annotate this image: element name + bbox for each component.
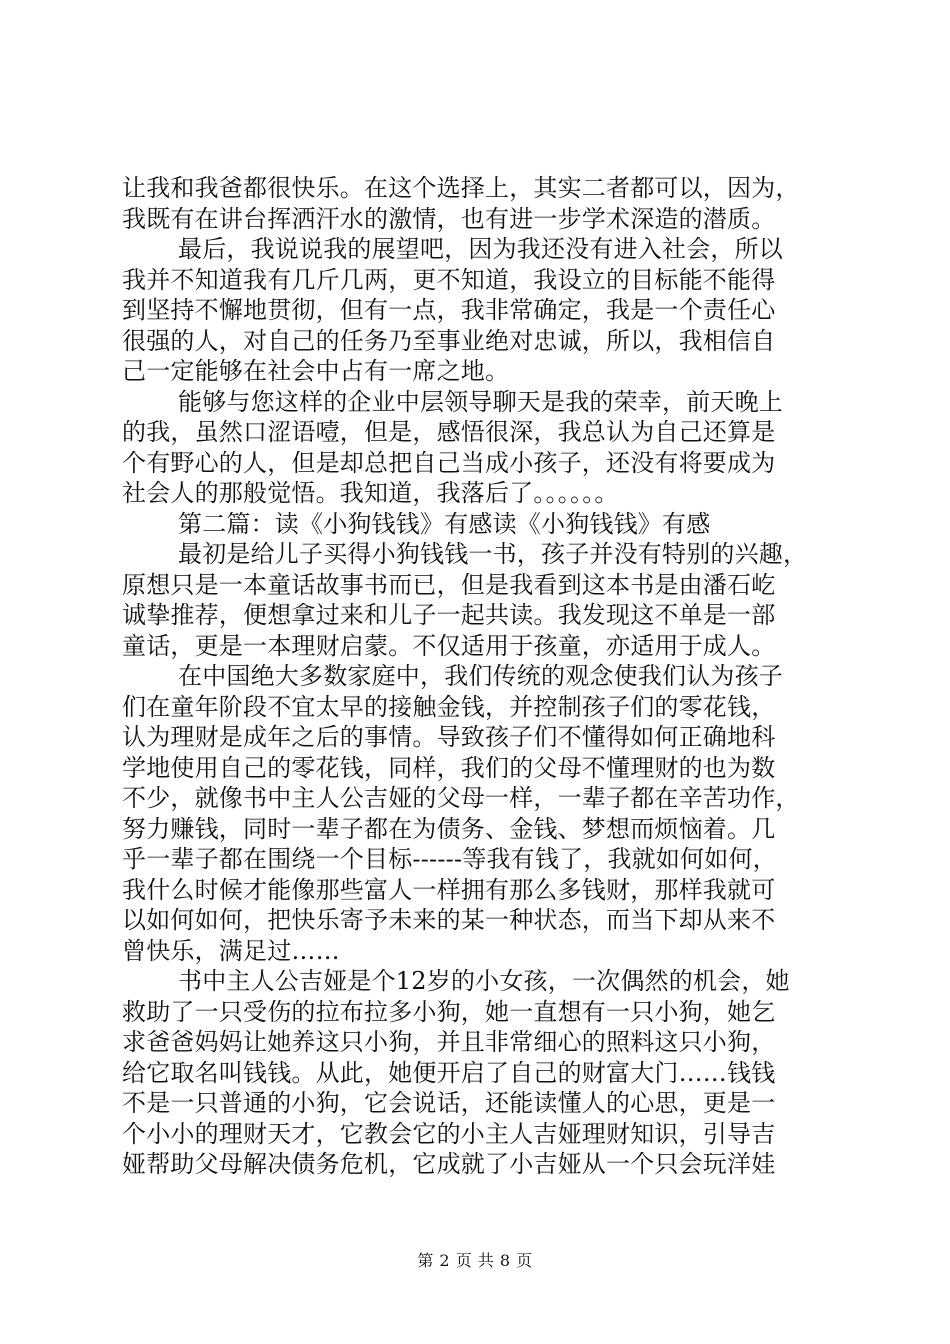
text-line: 我并不知道我有几斤几两，更不知道，我设立的目标能不能得 [122,265,776,294]
page-footer: 第 2 页 共 8 页 [417,1251,533,1270]
text-line: 原想只是一本童话故事书而已，但是我看到这本书是由潘石屹 [122,570,776,599]
text-line: 我什么时候才能像那些富人一样拥有那么多钱财，那样我就可 [122,875,776,904]
text-line: 最初是给儿子买得小狗钱钱一书，孩子并没有特别的兴趣， [178,540,808,568]
text-line: 童话，更是一本理财启蒙。不仅适用于孩童，亦适用于成人。 [122,631,776,660]
text-line: 救助了一只受伤的拉布拉多小狗，她一直想有一只小狗，她乞 [122,997,776,1026]
text-line: 能够与您这样的企业中层领导聊天是我的荣幸，前天晚上 [178,387,783,416]
text-line: 努力赚钱，同时一辈子都在为债务、金钱、梦想而烦恼着。几 [122,814,776,843]
text-line: 不少，就像书中主人公吉娅的父母一样，一辈子都在辛苦功作， [122,784,800,812]
body-text [122,173,842,1180]
text-line: 我既有在讲台挥洒汗水的激情，也有进一步学术深造的潜质。 [122,204,776,233]
text-line: 给它取名叫钱钱。从此，她便开启了自己的财富大门……钱钱 [122,1058,776,1087]
text-line: 社会人的那般觉悟。我知道，我落后了。。。。。。 [122,479,619,507]
text-line: 让我和我爸都很快乐。在这个选择上，其实二者都可以，因为， [122,174,800,202]
text-line: 曾快乐，满足过…… [122,936,340,965]
text-line: 个有野心的人，但是却总把自己当成小孩子，还没有将要成为 [122,448,776,477]
text-line: 娅帮助父母解决债务危机，它成就了小吉娅从一个只会玩洋娃 [122,1150,776,1178]
text-line: 求爸爸妈妈让她养这只小狗，并且非常细心的照料这只小狗， [122,1028,776,1056]
text-line: 个小小的理财天才，它教会它的小主人吉娅理财知识，引导吉 [122,1119,776,1148]
text-line: 在中国绝大多数家庭中，我们传统的观念使我们认为孩子 [178,662,783,690]
text-line: 认为理财是成年之后的事情。导致孩子们不懂得如何正确地科 [122,723,776,751]
text-line: 学地使用自己的零花钱，同样，我们的父母不懂理财的也为数 [122,753,776,782]
text-line: 诚挚推荐，便想拿过来和儿子一起共读。我发现这不单是一部 [122,601,776,629]
text-line: 很强的人，对自己的任务乃至事业绝对忠诚，所以，我相信自 [122,326,776,355]
text-line: 的我，虽然口涩语噎，但是，感悟很深，我总认为自己还算是 [122,418,776,446]
text-line: 第二篇：读《小狗钱钱》有感读《小狗钱钱》有感 [178,509,711,538]
text-line: 最后，我说说我的展望吧，因为我还没有进入社会，所以 [178,235,783,263]
text-line: 己一定能够在社会中占有一席之地。 [122,357,510,385]
text-line: 乎一辈子都在围绕一个目标------等我有钱了，我就如何如何， [122,845,777,873]
text-line: 们在童年阶段不宜太早的接触金钱，并控制孩子们的零花钱， [122,692,776,721]
text-line: 到坚持不懈地贯彻，但有一点，我非常确定，我是一个责任心 [122,296,776,324]
text-line: 以如何如何，把快乐寄予未来的某一种状态，而当下却从来不 [122,906,776,934]
text-line: 不是一只普通的小狗，它会说话，还能读懂人的心思，更是一 [122,1089,776,1117]
text-line: 书中主人公吉娅是个12岁的小女孩，一次偶然的机会，她 [178,967,790,995]
